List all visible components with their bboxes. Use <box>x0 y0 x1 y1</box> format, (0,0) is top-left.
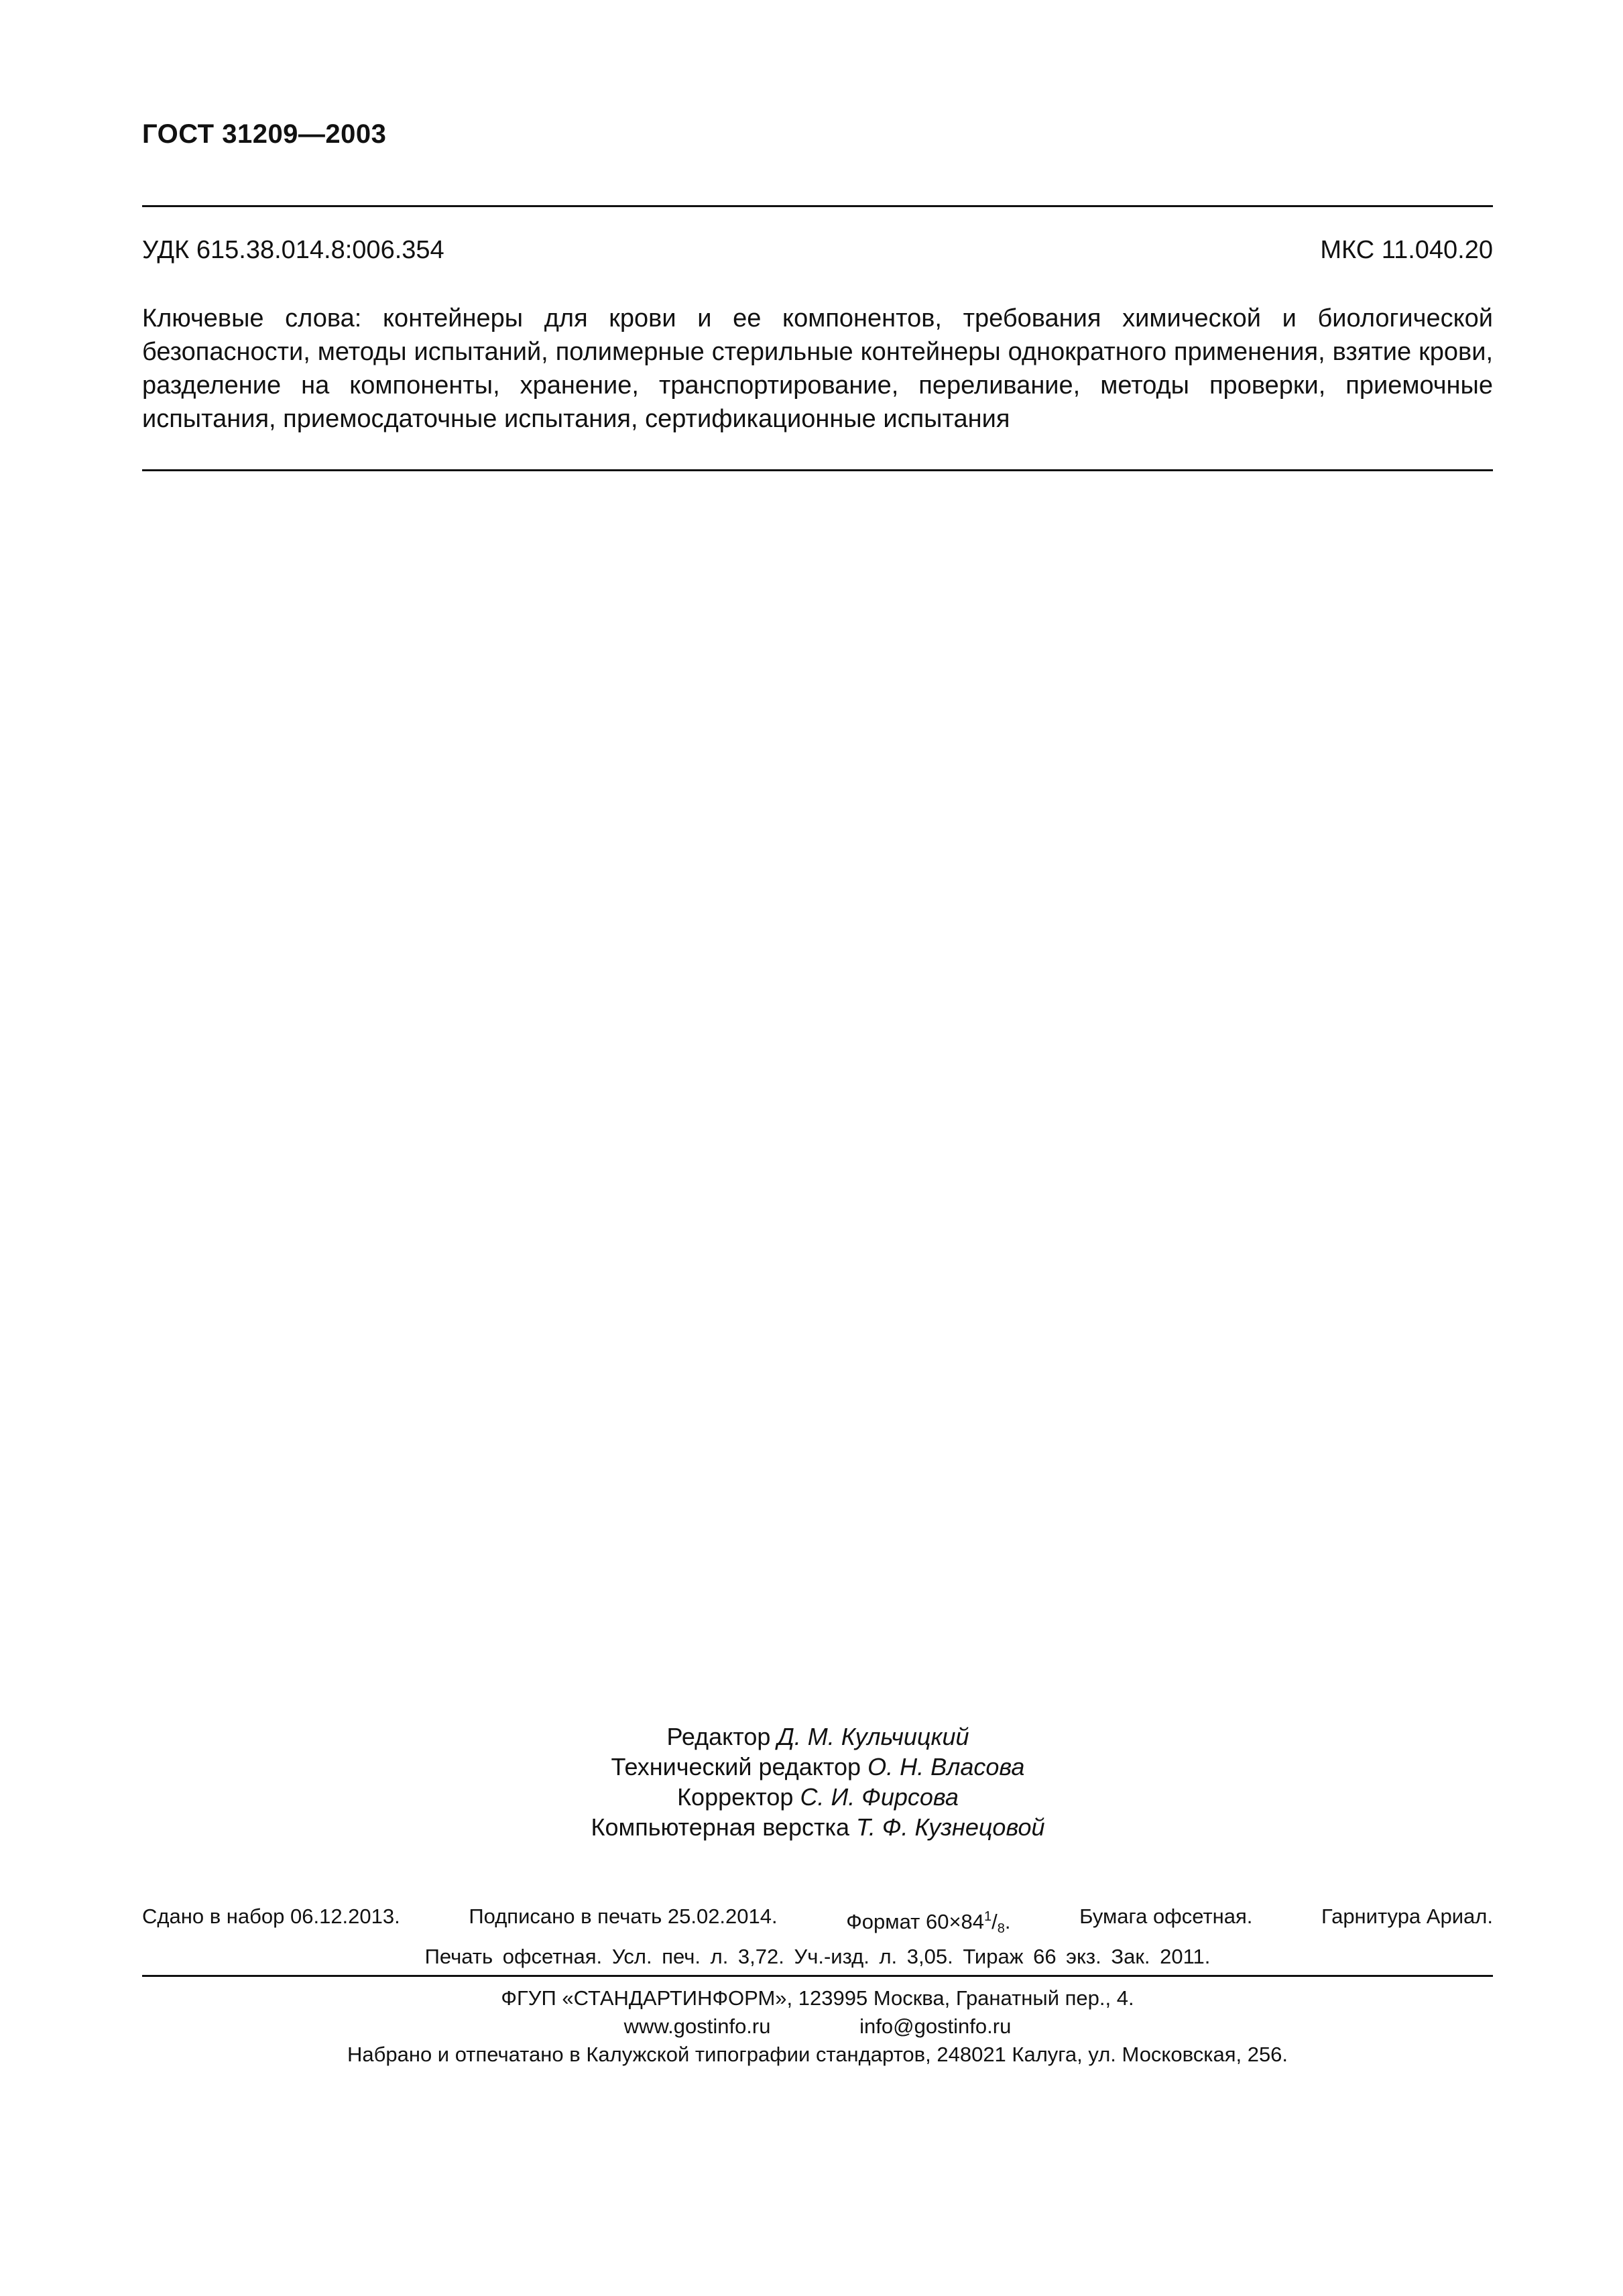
publisher-website-link[interactable]: www.gostinfo.ru <box>623 2014 771 2038</box>
credit-layout <box>469 1812 1166 1842</box>
publisher-contacts <box>142 2012 1493 2041</box>
header-divider <box>142 205 1493 207</box>
mks-code: МКС 11.040.20 <box>1320 236 1493 264</box>
keywords-divider <box>142 469 1493 471</box>
credit-person: Д. М. Кульчицкий <box>777 1723 969 1750</box>
imprint-typeface: Гарнитура Ариал. <box>1321 1905 1493 1928</box>
udk-code: УДК 615.38.014.8:006.354 <box>142 236 444 264</box>
format-denominator: 8 <box>997 1921 1005 1936</box>
imprint-pub-sheets: Уч.-изд. л. 3,05. <box>794 1945 953 1968</box>
imprint-conv-sheets: Усл. печ. л. 3,72. <box>611 1945 784 1968</box>
credit-role: Корректор <box>677 1783 794 1811</box>
format-numerator: 1 <box>984 1909 992 1924</box>
document-standard-id: ГОСТ 31209—2003 <box>142 119 387 149</box>
credit-role: Компьютерная верстка <box>591 1813 850 1841</box>
credit-person: С. И. Фирсова <box>800 1783 959 1811</box>
credit-editor <box>469 1721 1166 1752</box>
format-suffix: . <box>1004 1910 1011 1933</box>
credit-person: Т. Ф. Кузнецовой <box>856 1813 1045 1841</box>
credit-technical-editor <box>469 1752 1166 1782</box>
publisher-printed-by: Набрано и отпечатано в Калужской типографии стандартов, 248021 Калуга, ул. Московская, 256. <box>347 2043 1288 2066</box>
credit-person: О. Н. Власова <box>867 1753 1025 1780</box>
format-slash: / <box>991 1910 998 1933</box>
publisher-block <box>142 1984 1493 2069</box>
keywords-paragraph: Ключевые слова: контейнеры для крови и ее компонентов, требования химической и биологической безопасности, методы испытаний, полимерные стерильные контейнеры однократного применения, взятие крови, разделение на компоненты, хранение, транспортирование, переливание, методы проверки, приемочные испытания, приемосдаточные испытания, сертификационные испытания <box>142 304 1493 433</box>
imprint-signed-for-print: Подписано в печать 25.02.2014. <box>469 1905 778 1928</box>
imprint-paper: Бумага офсетная. <box>1079 1905 1253 1928</box>
imprint-sent-to-set: Сдано в набор 06.12.2013. <box>142 1905 400 1928</box>
credits-block <box>469 1721 1166 1842</box>
imprint-format <box>846 1902 1010 1943</box>
imprint-print-method: Печать офсетная. <box>424 1945 603 1968</box>
format-prefix: Формат 60×84 <box>846 1910 985 1933</box>
credit-proofreader <box>469 1782 1166 1812</box>
classification-row <box>142 236 1493 265</box>
imprint-block <box>142 1902 1493 1971</box>
imprint-order: Зак. 2011. <box>1111 1945 1211 1968</box>
credit-role: Редактор <box>666 1723 771 1750</box>
publisher-email-link[interactable]: info@gostinfo.ru <box>859 2014 1012 2038</box>
publisher-address: ФГУП «СТАНДАРТИНФОРМ», 123995 Москва, Гранатный пер., 4. <box>501 1986 1134 2010</box>
credit-role: Технический редактор <box>611 1753 861 1780</box>
publisher-divider <box>142 1975 1493 1977</box>
imprint-line-1 <box>142 1902 1493 1943</box>
imprint-run: Тираж 66 экз. <box>963 1945 1101 1968</box>
imprint-line-2 <box>142 1943 1493 1971</box>
